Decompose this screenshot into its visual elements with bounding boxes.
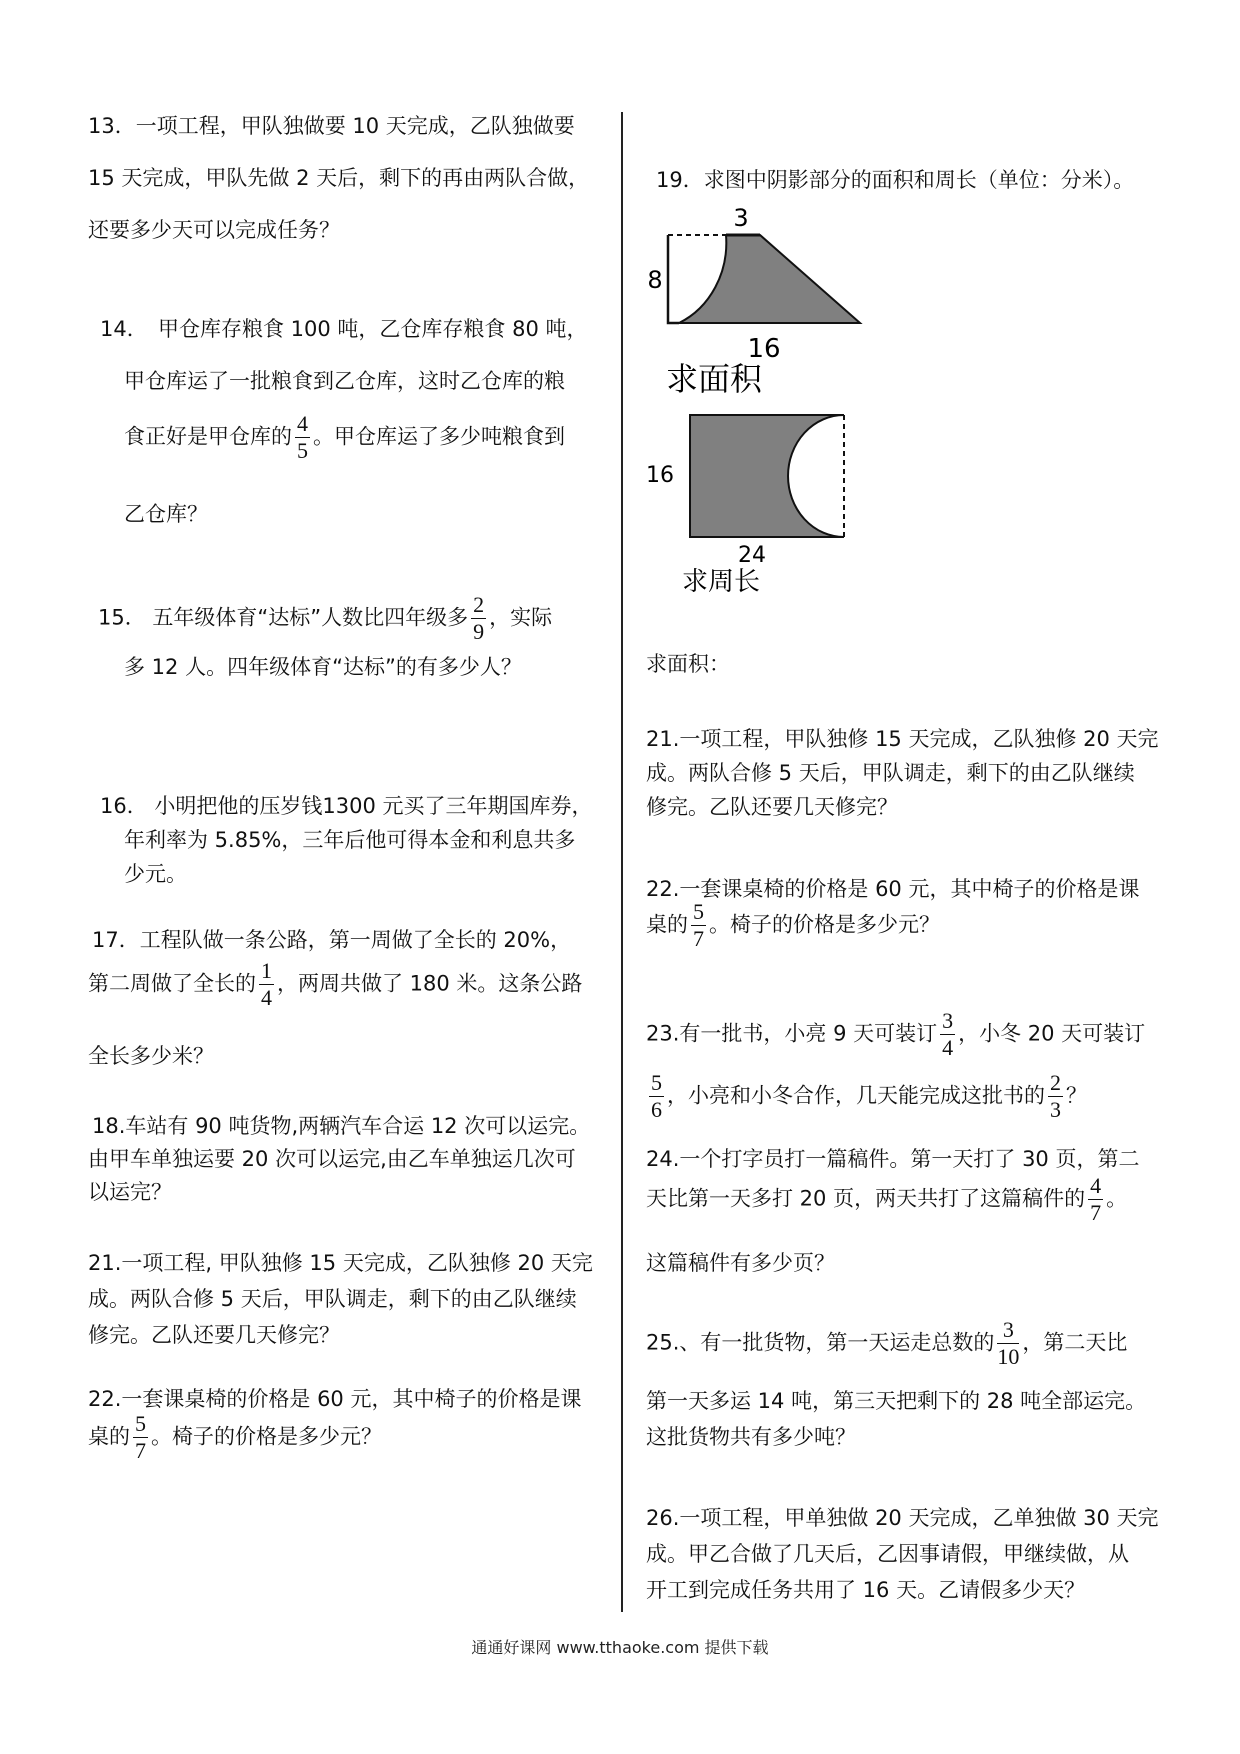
q23-f3-den: 3 bbox=[1050, 1097, 1061, 1122]
q22-left-frac-num: 5 bbox=[135, 1411, 146, 1436]
fig1-shaded-region bbox=[679, 235, 860, 323]
q14-number: 14． bbox=[100, 317, 148, 341]
q22-right-fraction bbox=[691, 901, 706, 950]
q24-frac-den: 7 bbox=[1090, 1200, 1102, 1225]
q22-right-line-1: 22.一套课桌椅的价格是 60 元，其中椅子的价格是课 bbox=[646, 877, 1140, 901]
fig2-shaded-region bbox=[690, 415, 844, 537]
area-label: 求面积： bbox=[646, 652, 730, 676]
q19-line-1: 19．求图中阴影部分的面积和周长（单位：分米）。 bbox=[656, 168, 1135, 192]
q23-f2-den: 6 bbox=[651, 1097, 662, 1122]
q15-frac-den: 9 bbox=[473, 619, 485, 644]
q22-left-line-2-a: 桌的 bbox=[88, 1424, 130, 1449]
q25-line-3: 这批货物共有多少吨？ bbox=[646, 1425, 856, 1449]
q17-line-1: 17．工程队做一条公路，第一周做了全长的 20%， bbox=[92, 928, 572, 952]
q22-left-line-2-b: 。椅子的价格是多少元？ bbox=[151, 1424, 382, 1449]
q17-line-2-b: ，两周共做了 180 米。这条公路 bbox=[277, 971, 583, 996]
q14-line-2: 甲仓库运了一批粮食到乙仓库，这时乙仓库的粮 bbox=[124, 369, 565, 393]
q22-right-line-2-a: 桌的 bbox=[646, 912, 688, 937]
q21-left-line-1: 21.一项工程, 甲队独修 15 天完成，乙队独修 20 天完 bbox=[88, 1251, 593, 1275]
q18-line-2: 由甲车单独运要 20 次可以运完,由乙车单独运几次可 bbox=[88, 1147, 576, 1171]
q22-right-line-2-b: 。椅子的价格是多少元？ bbox=[709, 912, 940, 937]
q21-left-line-2: 成。两队合修 5 天后，甲队调走，剩下的由乙队继续 bbox=[88, 1287, 577, 1311]
q16-line-2: 年利率为 5.85%，三年后他可得本金和利息共多 bbox=[124, 828, 576, 852]
q25-frac-den: 10 bbox=[997, 1344, 1020, 1369]
q14-fraction bbox=[295, 413, 310, 462]
q18-line-1: 18.车站有 90 吨货物,两辆汽车合运 12 次可以运完。 bbox=[92, 1114, 591, 1138]
q14-line-1: 甲仓库存粮食 100 吨，乙仓库存粮食 80 吨， bbox=[158, 317, 588, 341]
q21-right-line-3: 修完。乙队还要几天修完？ bbox=[646, 795, 898, 819]
q14-frac-num: 4 bbox=[297, 411, 308, 436]
q23-fraction-1 bbox=[940, 1010, 955, 1059]
q14-line-4: 乙仓库？ bbox=[124, 502, 208, 526]
q22-left-frac-den: 7 bbox=[135, 1438, 146, 1463]
q23-line-1-a: 23.有一批书，小亮 9 天可装订 bbox=[646, 1021, 938, 1046]
q17-frac-den: 4 bbox=[261, 985, 272, 1010]
q23-line-2-a: ，小亮和小冬合作，几天能完成这批书的 bbox=[667, 1083, 1045, 1108]
q17-frac-num: 1 bbox=[261, 958, 272, 983]
q25-line-2: 第一天多运 14 吨，第三天把剩下的 28 吨全部运完。 bbox=[646, 1389, 1147, 1413]
q14-frac-den: 5 bbox=[297, 438, 308, 463]
q13-line-3: 还要多少天可以完成任务？ bbox=[88, 218, 340, 242]
q25-fraction bbox=[997, 1319, 1019, 1368]
q23-line-2-b: ？ bbox=[1066, 1083, 1087, 1108]
q25-line-1-a: 25.、有一批货物，第一天运走总数的 bbox=[646, 1330, 995, 1355]
q17-line-2 bbox=[88, 960, 582, 1009]
column-divider bbox=[621, 112, 623, 1612]
q22-left-line-2 bbox=[88, 1413, 382, 1462]
q23-fraction-2 bbox=[649, 1072, 664, 1121]
q24-line-3: 这篇稿件有多少页？ bbox=[646, 1251, 835, 1275]
q14-line-3-a: 食正好是甲仓库的 bbox=[124, 424, 292, 449]
fig2-left-label: 16 bbox=[646, 463, 674, 488]
q15-line-1 bbox=[98, 594, 552, 643]
q23-f1-num: 3 bbox=[942, 1008, 954, 1033]
q23-line-1 bbox=[646, 1010, 1145, 1059]
q13-line-2: 15 天完成，甲队先做 2 天后，剩下的再由两队合做， bbox=[88, 166, 590, 190]
q15-fraction bbox=[471, 594, 486, 643]
fig1-top-label: 3 bbox=[733, 204, 749, 232]
fig1-left-label: 8 bbox=[647, 266, 663, 294]
q22-right-line-2 bbox=[646, 901, 940, 950]
q22-left-line-1: 22.一套课桌椅的价格是 60 元，其中椅子的价格是课 bbox=[88, 1387, 582, 1411]
q14-line-3-b: 。甲仓库运了多少吨粮食到 bbox=[313, 424, 565, 449]
q21-left-line-3: 修完。乙队还要几天修完？ bbox=[88, 1323, 340, 1347]
q15-line-2: 多 12 人。四年级体育“达标”的有多少人？ bbox=[124, 655, 522, 679]
q18-line-3: 以运完？ bbox=[88, 1180, 172, 1204]
q23-f3-num: 2 bbox=[1050, 1070, 1061, 1095]
q14-line-3 bbox=[124, 413, 565, 462]
figure-1-trapezoid bbox=[638, 195, 898, 395]
q22-right-frac-den: 7 bbox=[693, 926, 704, 951]
q17-fraction bbox=[259, 960, 274, 1009]
fig2-bottom-label: 24 bbox=[738, 543, 766, 568]
q26-line-1: 26.一项工程，甲单独做 20 天完成，乙单独做 30 天完 bbox=[646, 1506, 1159, 1530]
figure-2-rectangle bbox=[632, 405, 872, 605]
q25-line-1-b: ，第二天比 bbox=[1022, 1330, 1128, 1355]
q22-right-frac-num: 5 bbox=[693, 899, 704, 924]
q24-fraction bbox=[1088, 1175, 1103, 1224]
q24-line-2-a: 天比第一天多打 20 页，两天共打了这篇稿件的 bbox=[646, 1186, 1086, 1211]
q24-line-2 bbox=[646, 1175, 1127, 1224]
q22-left-fraction bbox=[133, 1413, 148, 1462]
q16-line-1: 16． 小明把他的压岁钱1300 元买了三年期国库券， bbox=[100, 794, 593, 818]
fig2-caption: 求周长 bbox=[682, 567, 761, 597]
q24-frac-num: 4 bbox=[1090, 1173, 1102, 1198]
q24-line-2-b: 。 bbox=[1106, 1186, 1128, 1211]
q23-fraction-3 bbox=[1048, 1072, 1063, 1121]
q17-line-3: 全长多少米？ bbox=[88, 1044, 214, 1068]
q21-right-line-1: 21.一项工程，甲队独修 15 天完成，乙队独修 20 天完 bbox=[646, 727, 1159, 751]
q16-line-3: 少元。 bbox=[124, 862, 187, 886]
q25-line-1 bbox=[646, 1319, 1127, 1368]
page-footer: 通通好课网 www.tthaoke.com 提供下载 bbox=[471, 1638, 769, 1657]
q15-line-1-a: 15． 五年级体育“达标”人数比四年级多 bbox=[98, 605, 469, 630]
q24-line-1: 24.一个打字员打一篇稿件。第一天打了 30 页，第二 bbox=[646, 1147, 1140, 1171]
q21-right-line-2: 成。两队合修 5 天后，甲队调走，剩下的由乙队继续 bbox=[646, 761, 1135, 785]
q13-line-1: 13．一项工程，甲队独做要 10 天完成，乙队独做要 bbox=[88, 114, 575, 138]
q15-line-1-b: ，实际 bbox=[489, 605, 553, 630]
q25-frac-num: 3 bbox=[997, 1319, 1019, 1344]
q17-line-2-a: 第二周做了全长的 bbox=[88, 971, 256, 996]
fig1-bottom-label: 16 bbox=[747, 334, 781, 364]
q23-f1-den: 4 bbox=[942, 1035, 954, 1060]
q23-f2-num: 5 bbox=[651, 1070, 662, 1095]
q23-line-2 bbox=[646, 1072, 1087, 1121]
q26-line-2: 成。甲乙合做了几天后，乙因事请假，甲继续做，从 bbox=[646, 1542, 1129, 1566]
fig1-caption: 求面积 bbox=[666, 360, 763, 395]
q15-frac-num: 2 bbox=[473, 592, 485, 617]
q26-line-3: 开工到完成任务共用了 16 天。乙请假多少天？ bbox=[646, 1578, 1086, 1602]
fig1-quarter-arc bbox=[668, 235, 679, 323]
q23-line-1-b: ，小冬 20 天可装订 bbox=[958, 1021, 1146, 1046]
